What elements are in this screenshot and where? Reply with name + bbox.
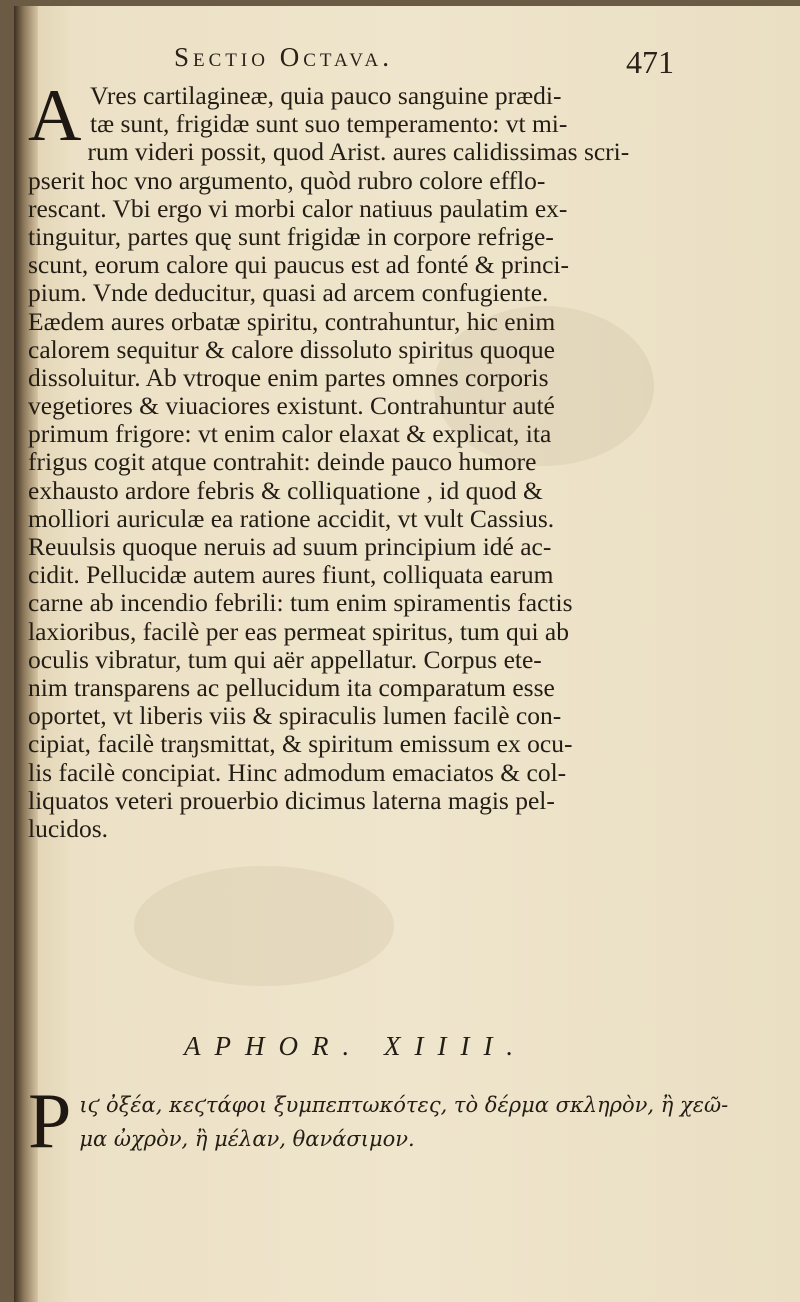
greek-aphorism <box>28 1077 729 1164</box>
text-line: cidit. Pellucidæ autem aures fiunt, colliquata earum <box>28 560 554 590</box>
paper-stain <box>134 866 394 986</box>
text-line: lucidos. <box>28 813 109 843</box>
text-line: scunt, eorum calore qui paucus est ad fonté & princi- <box>28 250 569 280</box>
text-line: oportet, vt liberis viis & spiraculis lumen facilè con- <box>28 701 562 731</box>
greek-drop-cap: P <box>28 1077 72 1164</box>
text-line: cipiat, facilè traŋsmittat, & spiritum emissum ex ocu- <box>28 729 573 759</box>
text-line: Vres cartilagineæ, quia pauco sanguine prædi- <box>90 81 562 110</box>
text-line: carne ab incendio febrili: tum enim spiramentis factis <box>28 588 573 618</box>
text-line: exhausto ardore febris & colliquatione , id quod & <box>28 475 543 505</box>
page-number: 471 <box>626 44 674 80</box>
text-line: tæ sunt, frigidæ sunt suo temperamento: vt mi- <box>90 109 568 139</box>
text-line: calorem sequitur & calore dissoluto spiritus quoque <box>28 334 555 364</box>
aphorism-heading: APHOR. XIIII. <box>184 1031 528 1061</box>
text-line: nim transparens ac pellucidum ita comparatum esse <box>28 672 555 702</box>
text-line: rescant. Vbi ergo vi morbi calor natiuus paulatim ex- <box>28 193 568 223</box>
text-line: liquatos veteri prouerbio dicimus laterna magis pel- <box>28 785 555 815</box>
text-line: oculis vibratur, tum qui aër appellatur. Corpus ete- <box>28 644 542 674</box>
running-title: Sectio Octava. <box>174 42 393 72</box>
text-line: dissoluitur. Ab vtroque enim partes omnes corporis <box>28 362 549 392</box>
greek-text-line: ιϛ ὀξέα, κεϛτάφοι ξυμπεπτωκότες, τὸ δέρμα σκληρὸν, ἢ χεῶ- <box>79 1093 729 1117</box>
text-line: pserit hoc vno argumento, quòd rubro colore efflo- <box>28 165 546 195</box>
text-line: pium. Vnde deducitur, quasi ad arcem confugiente. <box>28 278 549 308</box>
text-line: tinguitur, partes quę sunt frigidæ in corpore refrige- <box>28 221 554 251</box>
text-line: frigus cogit atque contrahit: deinde pauco humore <box>28 447 537 477</box>
text-line: vegetiores & viuaciores existunt. Contrahuntur auté <box>28 391 555 421</box>
text-line: Eædem aures orbatæ spiritu, contrahuntur, hic enim <box>28 306 556 336</box>
main-text-block <box>28 75 694 843</box>
text-line: rum videri possit, quod Arist. aures calidissimas scri- <box>87 137 630 167</box>
greek-text-line: μα ὠχρὸν, ἢ μέλαν, θανάσιμον. <box>79 1127 415 1151</box>
text-line: molliori auriculæ ea ratione accidit, vt vult Cassius. <box>28 503 555 533</box>
book-page <box>14 6 800 1302</box>
text-line: Reuulsis quoque neruis ad suum principium idé ac- <box>28 532 552 561</box>
text-line: laxioribus, facilè per eas permeat spiritus, tum qui ab <box>28 616 570 646</box>
text-line: lis facilè concipiat. Hinc admodum emaciatos & col- <box>28 757 567 787</box>
drop-cap: A <box>28 75 82 157</box>
text-line: primum frigore: vt enim calor elaxat & explicat, ita <box>28 419 552 449</box>
